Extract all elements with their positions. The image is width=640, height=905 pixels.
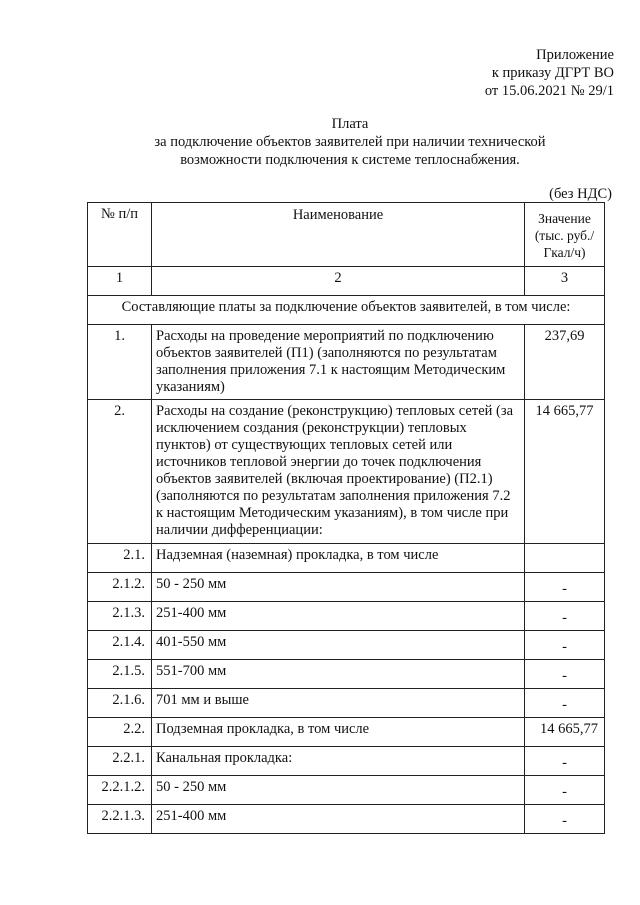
- appendix-line-1: Приложение: [536, 47, 614, 63]
- table-header-row: [88, 203, 605, 267]
- row-number: 2.1.4.: [88, 631, 152, 660]
- appendix-line-2: к приказу ДГРТ ВО: [491, 65, 614, 81]
- header-num: № п/п: [88, 203, 152, 267]
- row-value: -: [525, 747, 605, 776]
- row-name: Надземная (наземная) прокладка, в том числе: [152, 544, 525, 573]
- appendix-line-3: от 15.06.2021 № 29/1: [484, 83, 614, 99]
- row-name: Расходы на проведение мероприятий по подключению объектов заявителей (П1) (заполняются по результатам заполнения приложения 7.1 к настоящим Методическим указаниям): [152, 325, 525, 400]
- row-number: 2.2.1.: [88, 747, 152, 776]
- row-value: -: [525, 689, 605, 718]
- column-numbers-row: [88, 267, 605, 296]
- table-row: [88, 660, 605, 689]
- table-row: [88, 325, 605, 400]
- table-row: [88, 689, 605, 718]
- row-number: 1.: [88, 325, 152, 400]
- table-row: [88, 573, 605, 602]
- row-name: 401-550 мм: [152, 631, 525, 660]
- row-name: 251-400 мм: [152, 805, 525, 834]
- title-line-1: Плата: [331, 116, 369, 132]
- row-value: -: [525, 573, 605, 602]
- table-row: [88, 544, 605, 573]
- header-name: Наименование: [152, 203, 525, 267]
- row-value: 237,69: [525, 325, 605, 400]
- column-number: 3: [525, 267, 605, 296]
- row-number: 2.2.1.2.: [88, 776, 152, 805]
- row-number: 2.2.1.3.: [88, 805, 152, 834]
- row-name: 551-700 мм: [152, 660, 525, 689]
- row-number: 2.1.5.: [88, 660, 152, 689]
- row-name: 50 - 250 мм: [152, 776, 525, 805]
- row-name: 701 мм и выше: [152, 689, 525, 718]
- column-number: 1: [88, 267, 152, 296]
- row-name: Подземная прокладка, в том числе: [152, 718, 525, 747]
- row-number: 2.1.2.: [88, 573, 152, 602]
- table-row: [88, 631, 605, 660]
- row-number: 2.1.: [88, 544, 152, 573]
- fee-table: [87, 202, 605, 834]
- row-name: Расходы на создание (реконструкцию) тепловых сетей (за исключением создания (реконструкции) тепловых пунктов) от существующих тепловых сетей или источников тепловой энергии до точек подключения объектов заявителей (включая проектирование) (П2.1) (заполняются по результатам заполнения приложения 7.2 к настоящим Методическим указаниям), в том числе при наличии дифференциации:: [152, 400, 525, 544]
- row-name: Канальная прокладка:: [152, 747, 525, 776]
- row-number: 2.2.: [88, 718, 152, 747]
- document-title: [0, 115, 640, 169]
- column-number: 2: [152, 267, 525, 296]
- row-name: 50 - 250 мм: [152, 573, 525, 602]
- row-value: -: [525, 602, 605, 631]
- row-name: 251-400 мм: [152, 602, 525, 631]
- title-line-3: возможности подключения к системе теплоснабжения.: [180, 152, 520, 168]
- row-value: 14 665,77: [525, 718, 605, 747]
- row-value: -: [525, 660, 605, 689]
- table-row: [88, 718, 605, 747]
- table-row: [88, 805, 605, 834]
- title-line-2: за подключение объектов заявителей при наличии технической: [154, 134, 546, 150]
- row-value: 14 665,77: [525, 400, 605, 544]
- header-value: Значение (тыс. руб./Гкал/ч): [525, 203, 605, 267]
- section-row: [88, 296, 605, 325]
- row-number: 2.1.6.: [88, 689, 152, 718]
- table-row: [88, 747, 605, 776]
- table-row: [88, 400, 605, 544]
- row-number: 2.: [88, 400, 152, 544]
- table-row: [88, 776, 605, 805]
- row-value: -: [525, 805, 605, 834]
- row-value: -: [525, 776, 605, 805]
- row-value: [525, 544, 605, 573]
- table-row: [88, 602, 605, 631]
- row-value: -: [525, 631, 605, 660]
- section-label: Составляющие платы за подключение объектов заявителей, в том числе:: [88, 296, 605, 325]
- row-number: 2.1.3.: [88, 602, 152, 631]
- vat-note: (без НДС): [549, 186, 612, 202]
- appendix-header: [485, 46, 614, 100]
